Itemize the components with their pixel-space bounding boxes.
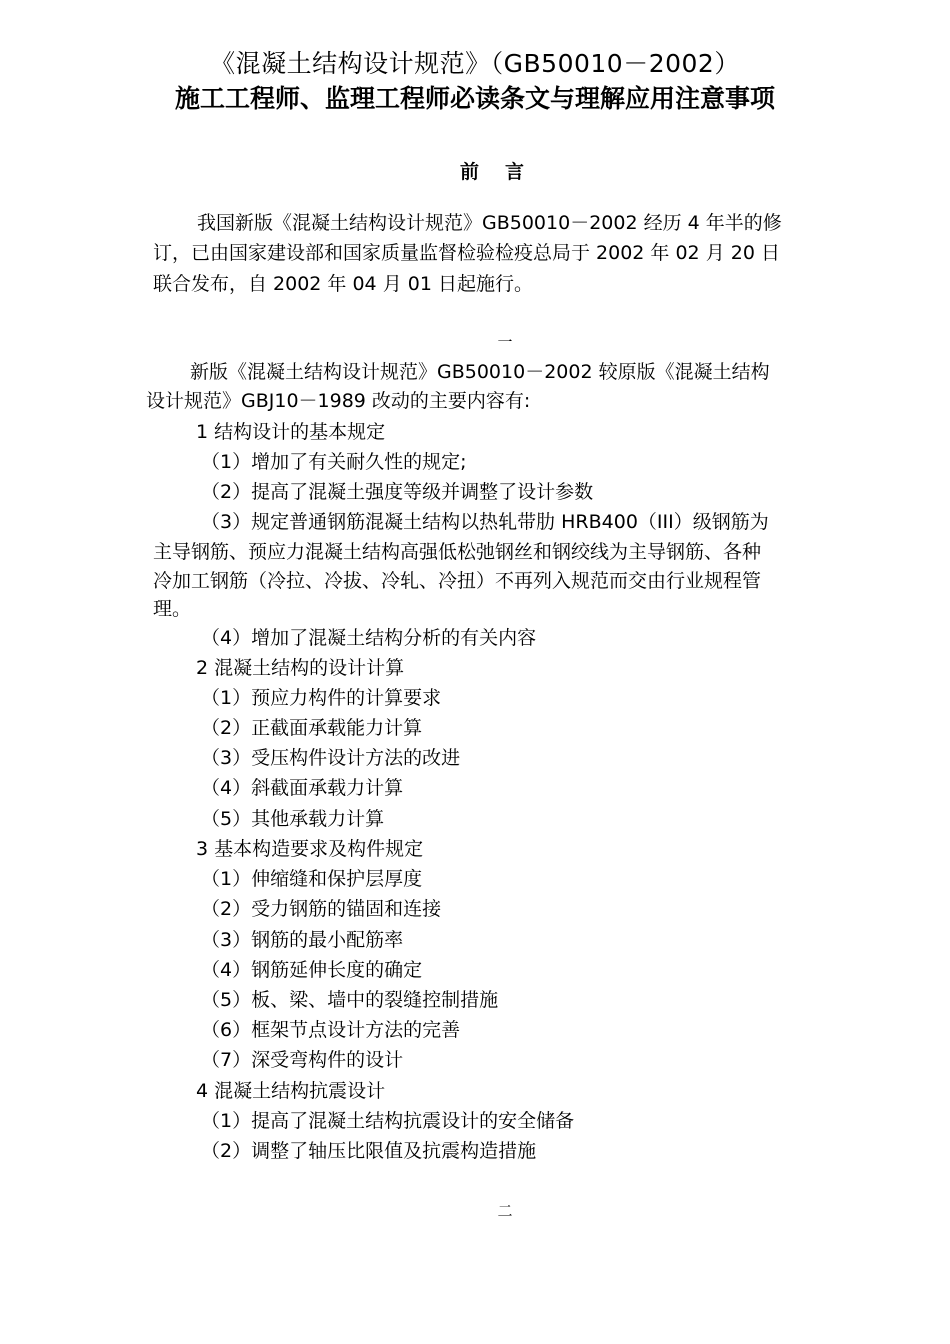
list-item: （3）受压构件设计方法的改进 [201, 747, 461, 769]
list-item-continuation: 主导钢筋、预应力混凝土结构高强低松弛钢丝和钢绞线为主导钢筋、各种 [153, 541, 762, 563]
section-intro-line: 设计规范》GBJ10－1989 改动的主要内容有: [146, 390, 531, 412]
foreword-heading: 前言 [459, 161, 550, 183]
list-item: （1）伸缩缝和保护层厚度 [201, 868, 423, 890]
intro-line: 联合发布，自 2002 年 04 月 01 日起施行。 [153, 273, 533, 295]
section-intro-line: 新版《混凝土结构设计规范》GB50010－2002 较原版《混凝土结构 [190, 361, 770, 383]
list-item: （4）钢筋延伸长度的确定 [201, 959, 423, 981]
document-title-line-2: 施工工程师、监理工程师必读条文与理解应用注意事项 [174, 84, 775, 113]
group-heading: 3 基本构造要求及构件规定 [196, 838, 424, 860]
list-item: （4）增加了混凝土结构分析的有关内容 [201, 627, 537, 649]
section-marker-one: 一 [497, 333, 513, 351]
list-item: （2）提高了混凝土强度等级并调整了设计参数 [201, 481, 594, 503]
list-item: （2）正截面承载能力计算 [201, 717, 423, 739]
intro-line: 订，已由国家建设部和国家质量监督检验检疫总局于 2002 年 02 月 20 日 [153, 242, 780, 264]
list-item: （2）受力钢筋的锚固和连接 [201, 898, 442, 920]
list-item: （7）深受弯构件的设计 [201, 1049, 404, 1071]
list-item-continuation: 冷加工钢筋（冷拉、冷拔、冷轧、冷扭）不再列入规范而交由行业规程管 [153, 570, 762, 592]
intro-line: 我国新版《混凝土结构设计规范》GB50010－2002 经历 4 年半的修 [197, 212, 782, 234]
list-item-continuation: 理。 [153, 598, 192, 620]
list-item: （3）规定普通钢筋混凝土结构以热轧带肋 HRB400（III）级钢筋为 [201, 511, 769, 533]
list-item: （3）钢筋的最小配筋率 [201, 929, 404, 951]
list-item: （6）框架节点设计方法的完善 [201, 1019, 461, 1041]
document-title-line-1: 《混凝土结构设计规范》（GB50010－2002） [210, 49, 740, 78]
group-heading: 1 结构设计的基本规定 [196, 421, 386, 443]
list-item: （1）提高了混凝土结构抗震设计的安全储备 [201, 1110, 575, 1132]
group-heading: 2 混凝土结构的设计计算 [196, 657, 405, 679]
section-marker-two: 二 [497, 1202, 513, 1220]
list-item: （1）增加了有关耐久性的规定; [201, 451, 467, 473]
list-item: （4）斜截面承载力计算 [201, 777, 404, 799]
list-item: （2）调整了轴压比限值及抗震构造措施 [201, 1140, 537, 1162]
group-heading: 4 混凝土结构抗震设计 [196, 1080, 386, 1102]
list-item: （1）预应力构件的计算要求 [201, 687, 442, 709]
list-item: （5）板、梁、墙中的裂缝控制措施 [201, 989, 499, 1011]
list-item: （5）其他承载力计算 [201, 808, 385, 830]
